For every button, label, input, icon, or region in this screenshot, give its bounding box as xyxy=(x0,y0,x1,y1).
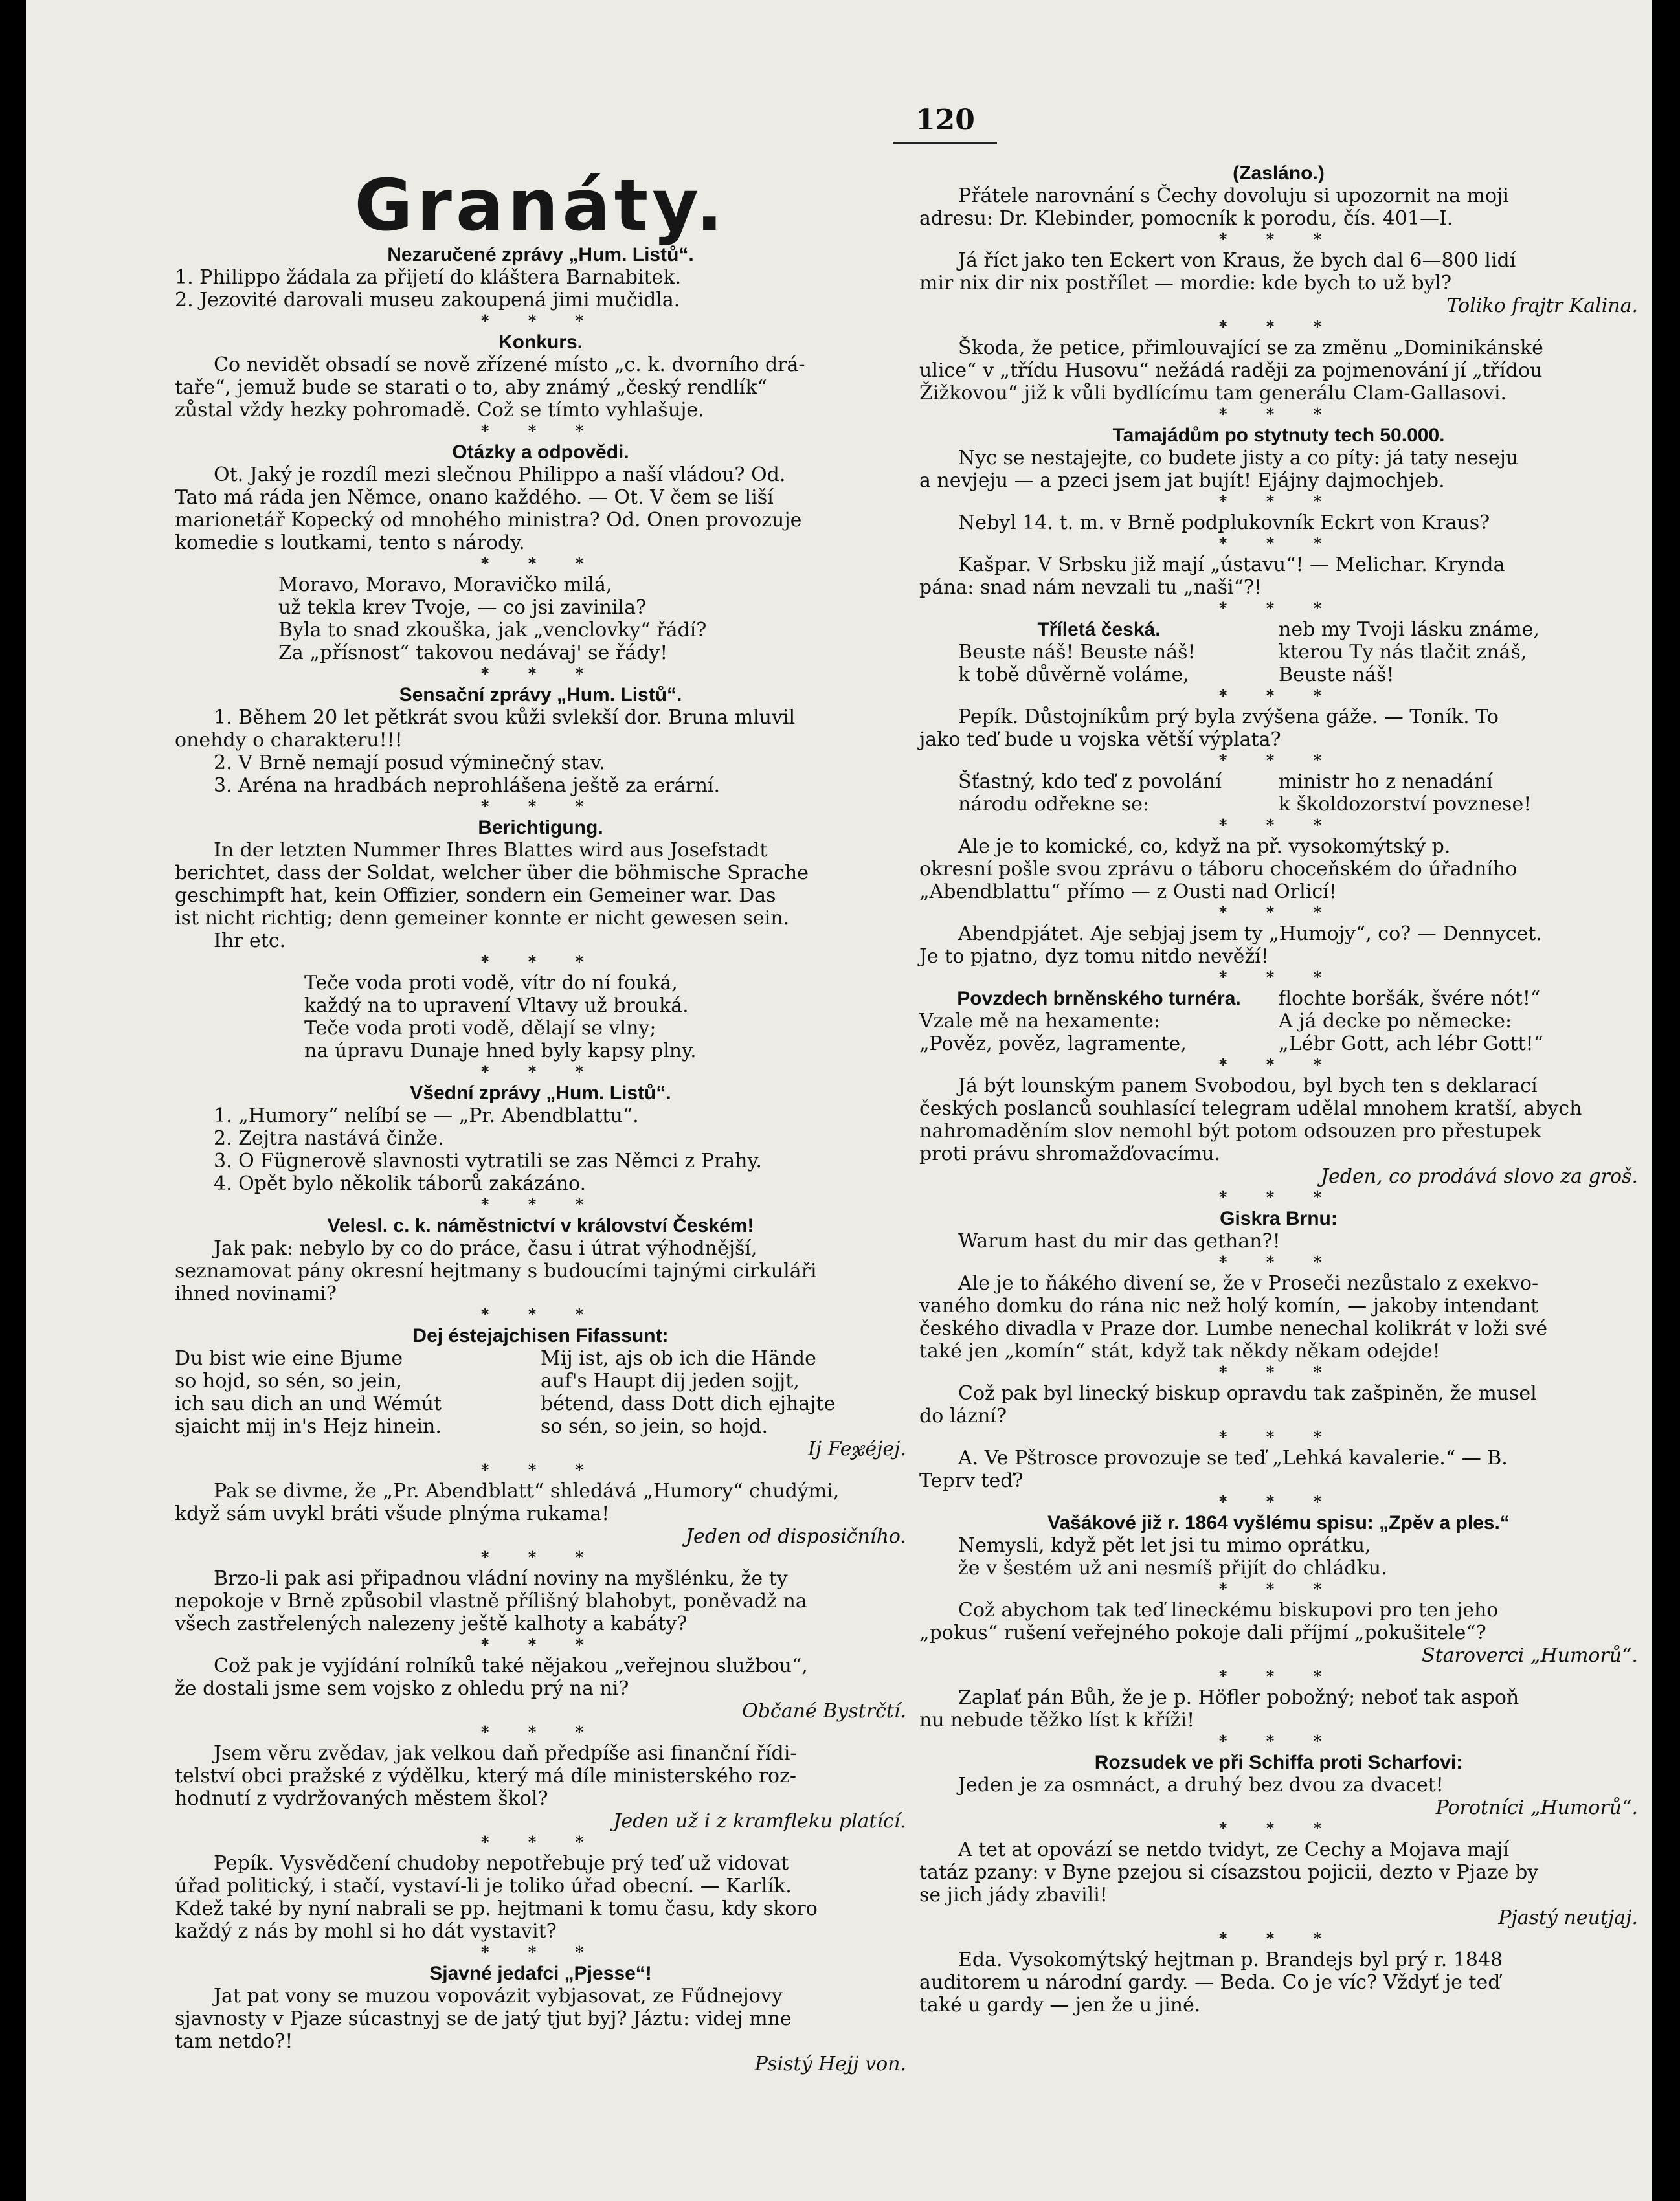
text-line: zůstal vždy hezky pohromadě. Což se tímto vyhlašuje. xyxy=(175,399,704,421)
text-line: do lázní? xyxy=(919,1405,1007,1427)
text-line: Abendpjátet. Aje sebjaj jsem ty „Humojy“, co? — Dennycet. xyxy=(958,922,1542,945)
text-line: 3. Aréna na hradbách neprohlášena ještě za erární. xyxy=(214,774,721,797)
poem-columns xyxy=(175,1347,906,1438)
separator: * * * xyxy=(480,421,601,440)
text-line: všech zastřelených nalezeny ještě kalhoty a kabáty? xyxy=(175,1613,688,1635)
newspaper-page xyxy=(26,0,1652,2201)
section-title: Povzdech brněnského turnéra. xyxy=(957,988,1241,1009)
text-line: 2. Zejtra nastává činže. xyxy=(214,1127,444,1150)
poem-right xyxy=(1279,618,1638,686)
verse-line: ministr ho z nenadání xyxy=(1279,770,1493,793)
verse-line: každý na to upravení Vltavy už brouká. xyxy=(304,994,689,1017)
signature: Ij Feჯéjej. xyxy=(807,1438,906,1460)
verse-line: k tobě důvěrně voláme, xyxy=(958,664,1189,686)
separator: * * * xyxy=(480,1723,601,1741)
separator: * * * xyxy=(480,1833,601,1851)
poem-columns xyxy=(919,618,1638,686)
text-line: geschimpft hat, kein Offizier, sondern ein Gemeiner war. Das xyxy=(175,884,776,907)
text-line: když sám uvykl bráti všude plnýma rukama! xyxy=(175,1503,610,1525)
poem-left xyxy=(919,618,1279,686)
verse-line: Beuste náš! Beuste náš! xyxy=(958,641,1196,664)
section-title: Sensační zprávy „Hum. Listů“. xyxy=(399,684,682,706)
section-title: Vašákové již r. 1864 vyšlému spisu: „Zpěv a ples.“ xyxy=(1047,1512,1510,1534)
verse-line: Šťastný, kdo teď z povolání xyxy=(958,770,1222,793)
verse-line: bétend, dass Dott dich ejhajte xyxy=(541,1392,836,1415)
text-line: Ot. Jaký je rozdíl mezi slečnou Philippo a naší vládou? Od. xyxy=(214,464,786,486)
text-line: každý z nás by mohl si ho dát vystavit? xyxy=(175,1920,557,1943)
verse-line: na úpravu Dunaje hned byly kapsy plny. xyxy=(304,1040,697,1062)
text-line: „Abendblattu“ přímo — z Ousti nad Orlicí! xyxy=(919,880,1337,903)
verse-line: neb my Tvoji lásku známe, xyxy=(1279,618,1540,641)
section-title: (Zasláno.) xyxy=(1233,162,1325,184)
poem-left xyxy=(175,1347,541,1438)
text-line: ihned novinami? xyxy=(175,1282,337,1305)
text-line: Eda. Vysokomýtský hejtman p. Brandejs byl prý r. 1848 xyxy=(958,1949,1503,1971)
section-title: Otázky a odpovědi. xyxy=(452,441,629,463)
text-line: A. Ve Pštrosce provozuje se teď „Lehká kavalerie.“ — B. xyxy=(958,1447,1508,1469)
text-line: českých poslanců souhlasící telegram udělal mnohem kratší, abych xyxy=(919,1097,1582,1120)
text-line: Co nevidět obsadí se nově zřízené místo „c. k. dvorního drá- xyxy=(214,353,805,376)
text-line: okresní pošle svou zprávu o táboru choceňském do úřadního xyxy=(919,858,1518,880)
text-line: Kdež také by nyní nabrali se pp. hejtmani k tomu času, kdy skoro xyxy=(175,1897,818,1920)
text-line: Warum hast du mir das gethan?! xyxy=(958,1230,1281,1253)
text-line: se jich jády zbavili! xyxy=(919,1884,1108,1906)
verse-line: Nemysli, když pět let jsi tu mimo oprátku, xyxy=(958,1534,1371,1557)
text-line: nepokoje v Brně způsobil vlastně přílišný blahobyt, poněvadž na xyxy=(175,1590,807,1613)
text-line: 3. O Fügnerově slavnosti vytratili se zas Němci z Prahy. xyxy=(214,1150,762,1172)
section-title: Giskra Brnu: xyxy=(1220,1208,1338,1229)
separator: * * * xyxy=(1218,1580,1339,1598)
masthead-title: Granáty. xyxy=(354,164,727,247)
separator: * * * xyxy=(480,1548,601,1567)
separator: * * * xyxy=(1218,968,1339,987)
separator: * * * xyxy=(480,1062,601,1081)
section-title: Všední zprávy „Hum. Listů“. xyxy=(410,1082,671,1104)
text-line: 2. V Brně nemají posud výminečný stav. xyxy=(214,752,605,774)
text-line: marionetář Kopecký od mnohého ministra? Od. Onen provozuje xyxy=(175,509,802,531)
verse-line: flochte boršák, švére nót!“ xyxy=(1279,987,1541,1010)
separator: * * * xyxy=(1218,492,1339,511)
poem-left xyxy=(919,770,1279,816)
section-title: Nezaručené zprávy „Hum. Listů“. xyxy=(387,244,694,265)
signature: Toliko frajtr Kalina. xyxy=(1446,295,1638,317)
text-line: komedie s loutkami, tento s národy. xyxy=(175,531,525,554)
separator: * * * xyxy=(1218,751,1339,770)
section-title: Konkurs. xyxy=(498,331,583,353)
text-line: také jen „komín“ stát, když tak někdy někam odejde! xyxy=(919,1340,1440,1363)
text-line: Zaplať pán Bůh, že je p. Höfler pobožný; neboť tak aspoň xyxy=(958,1686,1519,1709)
text-line: 4. Opět bylo několik táborů zakázáno. xyxy=(214,1172,587,1195)
text-line: Což pak je vyjídání rolníků také nějakou „veřejnou službou“, xyxy=(214,1655,808,1677)
left-column xyxy=(175,162,906,2075)
text-line: Což pak byl linecký biskup opravdu tak zašpiněn, že musel xyxy=(958,1382,1537,1405)
verse-line: Vzale mě na hexamente: xyxy=(919,1010,1161,1033)
separator: * * * xyxy=(1218,1253,1339,1271)
section-title: Tříletá česká. xyxy=(1037,619,1161,640)
text-line: 1. Během 20 let pětkrát svou kůži svlekší dor. Bruna mluvil xyxy=(214,706,796,729)
verse-line: národu odřekne se: xyxy=(958,793,1150,816)
separator: * * * xyxy=(1218,903,1339,922)
text-line: Jak pak: nebylo by co do práce, času i útrat výhodnější, xyxy=(214,1237,757,1260)
text-line: Žižkovou“ již k vůli bydlícímu tam generálu Clam-Gallasovi. xyxy=(919,382,1507,405)
text-line: Nyc se nestajejte, co budete jisty a co píty: já taty neseju xyxy=(958,447,1519,469)
text-line: Jsem věru zvědav, jak velkou daň předpíše asi finanční řídi- xyxy=(214,1742,797,1765)
text-line: jako teď bude u vojska větší výplata? xyxy=(919,728,1281,751)
verse-line: Beuste náš! xyxy=(1279,664,1394,686)
separator: * * * xyxy=(1218,230,1339,249)
separator: * * * xyxy=(1218,1363,1339,1381)
separator: * * * xyxy=(480,797,601,816)
separator: * * * xyxy=(1218,534,1339,553)
separator: * * * xyxy=(480,1635,601,1654)
text-line: Jat pat vony se muzou vopovázit vybjasovat, ze Fűdnejovy xyxy=(214,1985,783,2007)
text-line: 1. Philippo žádala za přijetí do kláštera Barnabitek. xyxy=(175,266,682,289)
verse-line: Teče voda proti vodě, vítr do ní fouká, xyxy=(304,972,678,994)
verse-line: Za „přísnost“ takovou nedávaj' se řády! xyxy=(278,642,668,664)
separator: * * * xyxy=(480,1305,601,1324)
separator: * * * xyxy=(480,952,601,971)
text-line: sjavnosty v Pjaze súcastnyj se de jatý tjut byj? Jáztu: videj mne xyxy=(175,2007,792,2030)
text-line: Brzo-li pak asi připadnou vládní noviny na myšlénku, že ty xyxy=(214,1567,788,1590)
text-line: nahromaděním slov nemohl být potom odsouzen pro přestupek xyxy=(919,1120,1541,1143)
verse-line: kterou Ty nás tlačit znáš, xyxy=(1279,641,1527,664)
verse-line: Du bist wie eine Bjume xyxy=(175,1347,403,1370)
text-line: ist nicht richtig; denn gemeiner konnte er nicht gewesen sein. xyxy=(175,907,790,930)
text-line: Jeden je za osmnáct, a druhý bez dvou za dvacet! xyxy=(958,1774,1444,1796)
text-line: Já říct jako ten Eckert von Kraus, že bych dal 6—800 lidí xyxy=(958,249,1516,272)
signature: Psistý Hejj von. xyxy=(754,2053,906,2075)
text-line: telství obci pražské z výdělku, který má díle ministerského roz- xyxy=(175,1765,797,1787)
text-line: taře“, jemuž bude se starati o to, aby známý „český rendlík“ xyxy=(175,376,767,399)
text-line: tatáz pzany: v Byne pzejou si císazstou pojicii, dezto v Pjaze by xyxy=(919,1861,1539,1884)
signature: Jeden od disposičního. xyxy=(686,1525,906,1548)
text-line: „pokus“ rušení veřejného pokoje dali příjmí „pokušitele“? xyxy=(919,1622,1486,1644)
separator: * * * xyxy=(480,554,601,573)
separator: * * * xyxy=(1218,686,1339,705)
separator: * * * xyxy=(1218,816,1339,834)
verse-line: auf's Haupt dij jeden sojjt, xyxy=(541,1370,800,1392)
verse-line: už tekla krev Tvoje, — co jsi zavinila? xyxy=(278,596,647,619)
poem-left xyxy=(919,987,1279,1055)
separator: * * * xyxy=(480,664,601,683)
verse-line: so sén, so jein, so hojd. xyxy=(541,1415,768,1438)
section-title: Tamajádům po stytnuty tech 50.000. xyxy=(1112,425,1445,446)
text-line: ulice“ v „třídu Husovu“ nežádá raději za pojmenování jí „třídou xyxy=(919,359,1543,382)
separator: * * * xyxy=(1218,1732,1339,1750)
section-title: Sjavné jedafci „Pjesse“! xyxy=(429,1963,652,1984)
text-line: mir nix dir nix postřílet — mordie: kde bych to už byl? xyxy=(919,272,1452,295)
verse-line: Mij ist, ajs ob ich die Hände xyxy=(541,1347,816,1370)
page-number: 120 xyxy=(915,104,975,137)
text-line: úřad politický, i stačí, vystaví-li je toliko úřad obecní. — Karlík. xyxy=(175,1875,792,1897)
separator: * * * xyxy=(480,1460,601,1479)
text-line: Škoda, že petice, přimlouvající se za změnu „Dominikánské xyxy=(958,337,1543,359)
text-line: a nevjeju — a pzeci jsem jat bujít! Ejájny dajmochjeb. xyxy=(919,469,1445,492)
text-line: Teprv teď? xyxy=(919,1469,1024,1492)
header-rule xyxy=(893,142,997,144)
text-line: onehdy o charakteru!!! xyxy=(175,729,403,752)
text-line: Pepík. Vysvědčení chudoby nepotřebuje prý teď už vidovat xyxy=(214,1852,789,1875)
section-title: Dej éstejajchisen Fifassunt: xyxy=(412,1325,669,1346)
text-line: Což abychom tak teď lineckému biskupovi pro ten jeho xyxy=(958,1599,1499,1622)
right-column xyxy=(919,162,1638,2017)
poem-right xyxy=(541,1347,906,1438)
separator: * * * xyxy=(480,1943,601,1961)
signature: Pjastý neutjaj. xyxy=(1498,1906,1638,1929)
text-line: hodnutí z vydržovaných městem škol? xyxy=(175,1787,548,1810)
text-line: Nebyl 14. t. m. v Brně podplukovník Eckrt von Kraus? xyxy=(958,511,1490,534)
poem-right xyxy=(1279,987,1638,1055)
verse-line: A já decke po německe: xyxy=(1279,1010,1512,1033)
poem-columns xyxy=(919,987,1638,1055)
separator: * * * xyxy=(1218,405,1339,423)
text-line: nu nebude těžko líst k kříži! xyxy=(919,1709,1195,1732)
signature: Porotníci „Humorů“. xyxy=(1435,1796,1638,1819)
text-line: českého divadla v Praze dor. Lumbe nenechal kolikrát v loži své xyxy=(919,1317,1548,1340)
verse-line: Teče voda proti vodě, dělají se vlny; xyxy=(304,1017,656,1040)
text-line: Pak se divme, že „Pr. Abendblatt“ shledává „Humory“ chudými, xyxy=(214,1480,840,1503)
text-line: Tato má ráda jen Němce, onano každého. — Ot. V čem se liší xyxy=(175,486,774,509)
verse-line: Moravo, Moravo, Moravičko milá, xyxy=(278,574,612,596)
separator: * * * xyxy=(480,311,601,330)
section-title: Velesl. c. k. náměstnictví v království Českém! xyxy=(327,1215,754,1236)
text-line: 2. Jezovité darovali museu zakoupená jimi mučidla. xyxy=(175,289,680,311)
text-line: proti právu shromažďovacímu. xyxy=(919,1143,1221,1165)
text-line: Kašpar. V Srbsku již mají „ústavu“! — Melichar. Kryndа xyxy=(958,553,1505,576)
text-line: Je to pjatno, dyz tomu nitdo nevěží! xyxy=(919,945,1269,968)
signature: Staroverci „Humorů“. xyxy=(1422,1644,1638,1667)
verse-line: Byla to snad zkouška, jak „venclovky“ řádí? xyxy=(278,619,707,642)
text-line: A tet at opovází se netdo tvidyt, ze Cechy a Mojava mají xyxy=(958,1838,1510,1861)
text-line: také u gardy — jen že u jiné. xyxy=(919,1994,1201,2017)
separator: * * * xyxy=(1218,1188,1339,1207)
text-line: berichtet, dass der Soldat, welcher über die böhmische Sprache xyxy=(175,862,809,884)
separator: * * * xyxy=(480,1195,601,1214)
text-line: Ale je to ňákého divení se, že v Proseči nezůstalo z exekvo- xyxy=(958,1272,1539,1295)
text-line: seznamovat pány okresní hejtmany s budoucími tajnými cirkuláři xyxy=(175,1260,817,1282)
text-line: Ale je to komické, co, když na př. vysokomýtský p. xyxy=(958,835,1451,858)
separator: * * * xyxy=(1218,1427,1339,1446)
separator: * * * xyxy=(1218,1492,1339,1511)
poem-columns xyxy=(919,770,1638,816)
separator: * * * xyxy=(1218,599,1339,618)
separator: * * * xyxy=(1218,1667,1339,1686)
separator: * * * xyxy=(1218,317,1339,336)
text-line: Přátele narovnání s Čechy dovoluju si upozornit na moji xyxy=(958,184,1509,207)
verse-line: „Pověz, pověz, lagramente, xyxy=(919,1033,1187,1055)
text-line: auditorem u národní gardy. — Beda. Co je víc? Vždyť je teď xyxy=(919,1971,1501,1994)
signature: Jeden, co prodává slovo za groš. xyxy=(1321,1165,1638,1188)
verse-line: sjaicht mij in's Hejz hinein. xyxy=(175,1415,442,1438)
text-line: že dostali jsme sem vojsko z ohledu prý na ni? xyxy=(175,1677,629,1700)
text-line: 1. „Humory“ nelíbí se — „Pr. Abendblattu“. xyxy=(214,1104,639,1127)
separator: * * * xyxy=(1218,1929,1339,1948)
verse-line: ich sau dich an und Wémút xyxy=(175,1392,442,1415)
text-line: Pepík. Důstojníkům prý byla zvýšena gáže. — Toník. To xyxy=(958,706,1499,728)
poem-right xyxy=(1279,770,1638,816)
verse-line: že v šestém už ani nesmíš přijít do chládku. xyxy=(958,1557,1387,1580)
text-line: In der letzten Nummer Ihres Blattes wird aus Josefstadt xyxy=(214,839,768,862)
text-line: tam netdo?! xyxy=(175,2030,293,2053)
section-title: Berichtigung. xyxy=(478,817,603,838)
text-line: Já být lounským panem Svobodou, byl bych ten s deklarací xyxy=(958,1075,1538,1097)
text-line: pána: snad nám nevzali tu „naši“?! xyxy=(919,576,1262,599)
text-line: adresu: Dr. Klebinder, pomocník k porodu, čís. 401—I. xyxy=(919,207,1453,230)
separator: * * * xyxy=(1218,1055,1339,1074)
signature: Jeden už i z kramfleku platící. xyxy=(613,1810,906,1833)
verse-line: so hojd, so sén, so jein, xyxy=(175,1370,402,1392)
signature: Občané Bystrčtí. xyxy=(742,1700,906,1723)
text-line: Ihr etc. xyxy=(214,930,286,952)
verse-line: „Lébr Gott, ach lébr Gott!“ xyxy=(1279,1033,1544,1055)
text-line: vaného domku do rána nic než holý komín, — jakoby intendant xyxy=(919,1295,1539,1317)
separator: * * * xyxy=(1218,1819,1339,1838)
verse-line: k školdozorství povznese! xyxy=(1279,793,1532,816)
section-title: Rozsudek ve při Schiffa proti Scharfovi: xyxy=(1094,1752,1463,1773)
